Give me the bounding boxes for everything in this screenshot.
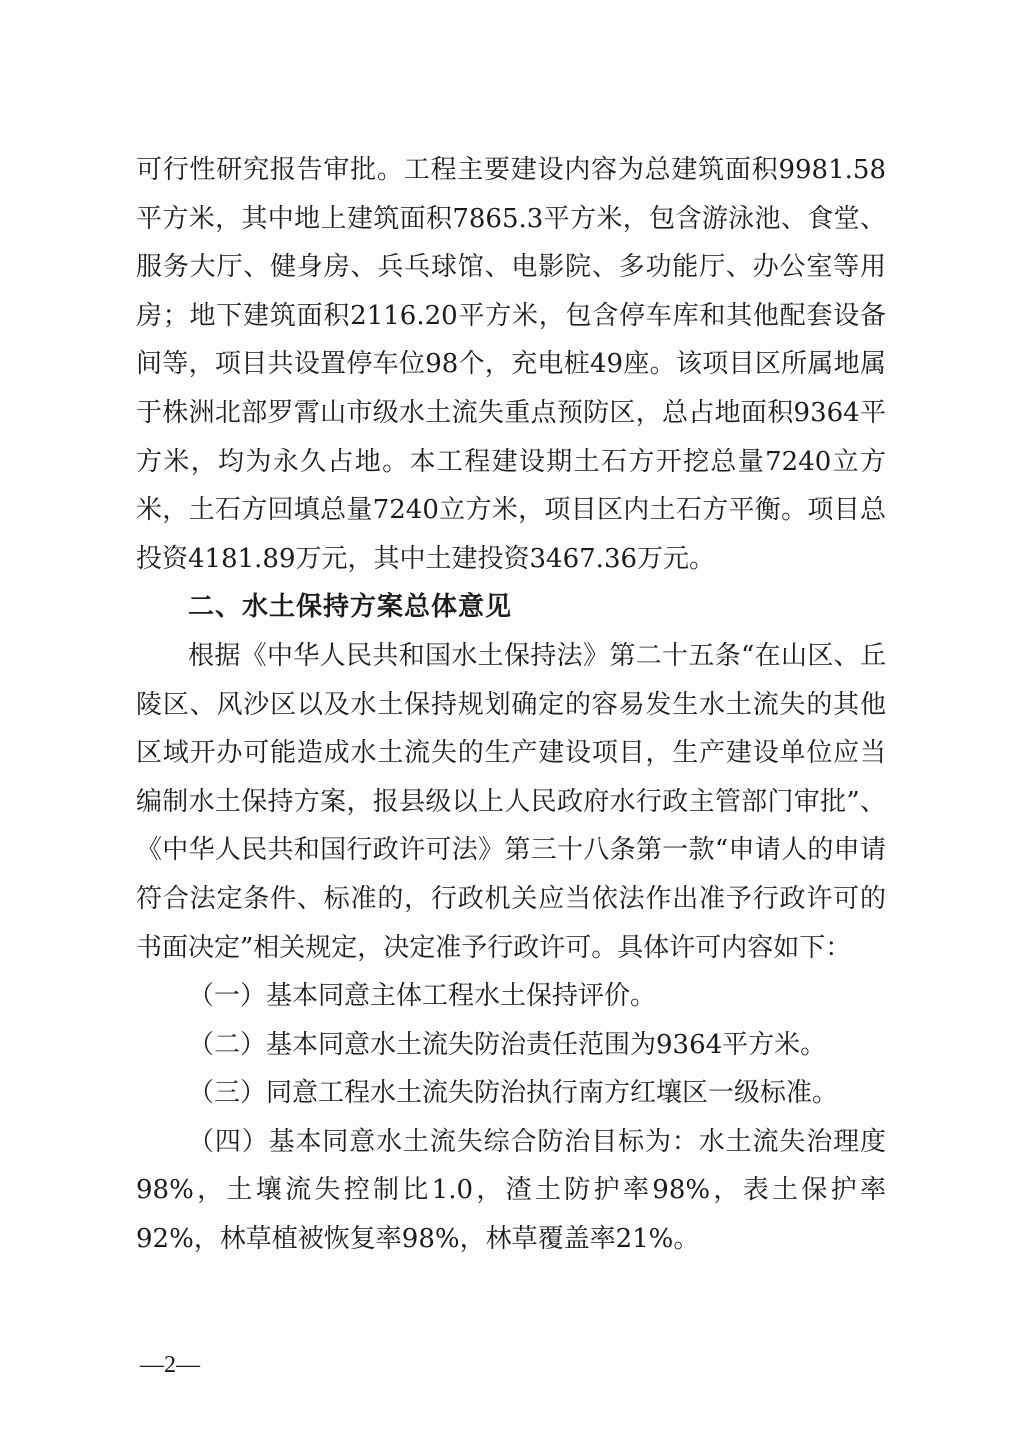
legal-basis-paragraph: 根据《中华人民共和国水土保持法》第二十五条“在山区、丘陵区、风沙区以及水土保持规划确定的容易发生水土流失的其他区域开办可能造成水土流失的生产建设项目，生产建设单位应当编制水土保持方案，报县级以上人民政府水行政主管部门审批”、《中华人民共和国行政许可法》第三十八条第一款“申请人的申请符合法定条件、标准的，行政机关应当依法作出准予行政许可的书面决定”相关规定，决定准予行政许可。具体许可内容如下： bbox=[136, 640, 886, 963]
permit-item-2: （二）基本同意水土流失防治责任范围为9364平方米。 bbox=[188, 1029, 827, 1060]
permit-item-3: （三）同意工程水土流失防治执行南方红壤区一级标准。 bbox=[188, 1078, 839, 1109]
permit-item-1: （一）基本同意主体工程水土保持评价。 bbox=[188, 981, 657, 1012]
permit-item-4: （四）基本同意水土流失综合防治目标为：水土流失治理度98%，土壤流失控制比1.0，渣土防护率98%，表土保护率92%，林草植被恢复率98%，林草覆盖率21%。 bbox=[136, 1126, 886, 1255]
page-number: —2— bbox=[140, 1352, 200, 1378]
section-heading: 二、水土保持方案总体意见 bbox=[188, 592, 513, 623]
document-body bbox=[136, 146, 886, 1264]
project-description-paragraph: 可行性研究报告审批。工程主要建设内容为总建筑面积9981.58平方米，其中地上建筑面积7865.3平方米，包含游泳池、食堂、服务大厅、健身房、兵乓球馆、电影院、多功能厅、办公室等用房；地下建筑面积2116.20平方米，包含停车库和其他配套设备间等，项目共设置停车位98个，充电桩49座。该项目区所属地属于株洲北部罗霄山市级水土流失重点预防区，总占地面积9364平方米，均为永久占地。本工程建设期土石方开挖总量7240立方米，土石方回填总量7240立方米，项目区内土石方平衡。项目总投资4181.89万元，其中土建投资3467.36万元。 bbox=[136, 155, 886, 574]
